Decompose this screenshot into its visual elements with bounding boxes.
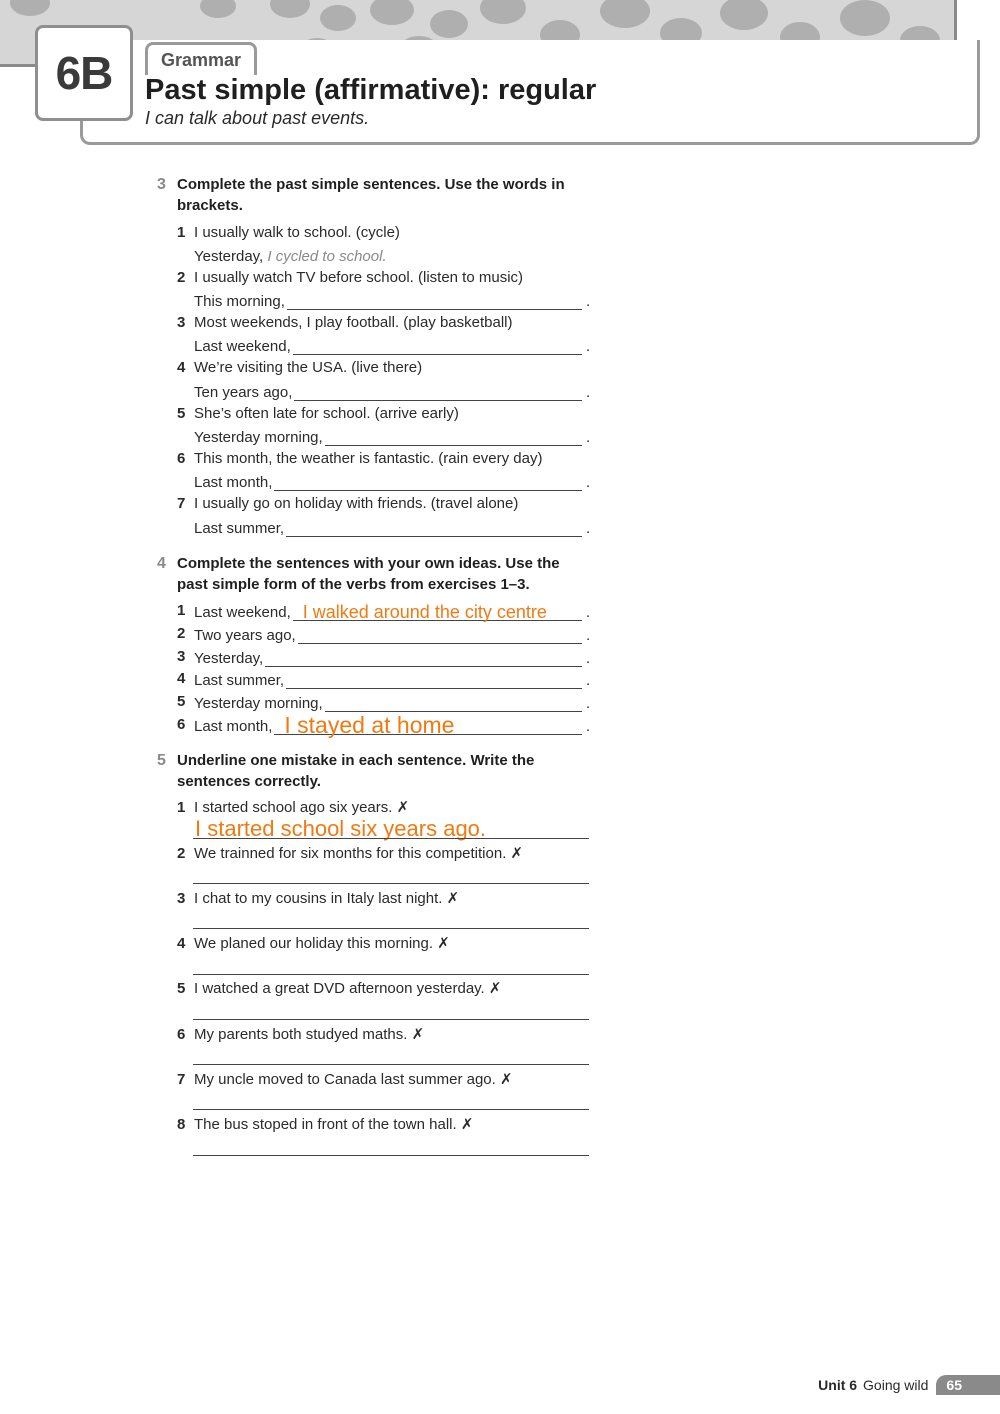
cross-icon: ✗ bbox=[446, 890, 460, 907]
exercise-number: 3 bbox=[157, 176, 166, 193]
instruction-text: Complete the past simple sentences. Use the words in brackets. bbox=[177, 176, 565, 214]
cross-icon: ✗ bbox=[499, 1071, 513, 1088]
exercise-3-item-6 bbox=[177, 449, 592, 469]
exercise-3-item-4 bbox=[177, 358, 592, 378]
answer-input-line[interactable] bbox=[193, 882, 589, 884]
exercise-3-answer-3: Last weekend, . bbox=[194, 338, 591, 355]
section-tab: Grammar bbox=[145, 42, 257, 75]
answer-lead: This morning, bbox=[194, 293, 285, 310]
answer-input-line[interactable] bbox=[193, 927, 589, 929]
item-sentence: My uncle moved to Canada last summer ago. bbox=[194, 1071, 496, 1088]
item-number: 5 bbox=[177, 405, 186, 422]
unit-badge: 6B bbox=[35, 25, 133, 121]
answer-input-line[interactable] bbox=[287, 291, 582, 310]
exercise-5-item-3 bbox=[177, 889, 592, 909]
handwritten-answer: I walked around the city centre bbox=[302, 602, 547, 622]
exercise-number: 4 bbox=[157, 555, 166, 572]
exercise-3-answer-7: Last summer, . bbox=[194, 520, 591, 537]
exercise-5-item-8 bbox=[177, 1115, 592, 1135]
exercise-4-answer-6: Last month, I stayed at home . bbox=[194, 712, 591, 738]
cross-icon: ✗ bbox=[460, 1116, 474, 1133]
exercise-3-item-2 bbox=[177, 268, 592, 288]
page-title: Past simple (affirmative): regular bbox=[145, 74, 597, 106]
exercise-5-item-4 bbox=[177, 934, 592, 954]
page-footer bbox=[818, 1374, 1000, 1396]
item-number: 3 bbox=[177, 314, 186, 331]
answer-lead: Yesterday, bbox=[194, 650, 264, 667]
answer-input-line[interactable] bbox=[298, 625, 582, 644]
answer-input-line[interactable] bbox=[193, 1108, 589, 1110]
exercise-3-answer-2: This morning, . bbox=[194, 293, 591, 310]
item-number: 1 bbox=[177, 799, 186, 816]
item-sentence: I started school ago six years. bbox=[194, 799, 393, 816]
cross-icon: ✗ bbox=[411, 1026, 425, 1043]
answer-lead: Ten years ago, bbox=[194, 384, 293, 401]
exercise-3-item-1 bbox=[177, 223, 592, 243]
item-prompt: I usually watch TV before school. (listen to music) bbox=[194, 269, 524, 286]
item-sentence: My parents both studyed maths. bbox=[194, 1026, 408, 1043]
item-number: 2 bbox=[177, 625, 186, 642]
answer-input-line[interactable] bbox=[193, 973, 589, 975]
item-number: 3 bbox=[177, 890, 186, 907]
exercise-5-item-2 bbox=[177, 844, 592, 864]
instruction-text: Underline one mistake in each sentence. Write the sentences correctly. bbox=[177, 752, 535, 790]
answer-input-line[interactable] bbox=[294, 382, 582, 401]
exercise-3-answer-4: Ten years ago, . bbox=[194, 384, 591, 401]
exercise-5-item-7 bbox=[177, 1070, 592, 1090]
page-subtitle: I can talk about past events. bbox=[145, 108, 370, 128]
exercise-3-instruction bbox=[157, 174, 597, 216]
answer-input-line[interactable] bbox=[325, 693, 582, 712]
item-number: 6 bbox=[177, 450, 186, 467]
example-answer: I cycled to school. bbox=[267, 248, 387, 265]
exercise-4-answer-2: Two years ago, . bbox=[194, 627, 591, 644]
item-number: 2 bbox=[177, 269, 186, 286]
item-number: 6 bbox=[177, 716, 186, 733]
item-number: 7 bbox=[177, 1071, 186, 1088]
exercise-5-item-1 bbox=[177, 798, 592, 818]
exercise-4-answer-1: Last weekend, I walked around the city centre . bbox=[194, 602, 591, 622]
item-prompt: We’re visiting the USA. (live there) bbox=[194, 359, 423, 376]
item-number: 1 bbox=[177, 224, 186, 241]
item-number: 4 bbox=[177, 359, 186, 376]
item-sentence: The bus stoped in front of the town hall. bbox=[194, 1116, 457, 1133]
answer-lead: Last summer, bbox=[194, 520, 285, 537]
handwritten-answer: I stayed at home bbox=[284, 712, 455, 738]
answer-input-line[interactable] bbox=[274, 472, 582, 491]
item-prompt: I usually go on holiday with friends. (travel alone) bbox=[194, 495, 519, 512]
answer-lead: Last month, bbox=[194, 474, 273, 491]
exercise-3-answer-6: Last month, . bbox=[194, 474, 591, 491]
cross-icon: ✗ bbox=[437, 935, 450, 952]
exercise-number: 5 bbox=[157, 752, 166, 769]
item-number: 2 bbox=[177, 845, 186, 862]
exercise-4-answer-4: Last summer, . bbox=[194, 672, 591, 689]
answer-input-line[interactable] bbox=[325, 427, 582, 446]
exercise-4-instruction bbox=[157, 553, 597, 595]
answer-lead: Two years ago, bbox=[194, 627, 296, 644]
answer-lead: Last month, bbox=[194, 718, 273, 735]
item-sentence: I chat to my cousins in Italy last night. bbox=[194, 890, 443, 907]
exercise-5-item-6 bbox=[177, 1025, 592, 1045]
item-sentence: We trainned for six months for this competition. bbox=[194, 845, 507, 862]
answer-lead: Yesterday morning, bbox=[194, 695, 323, 712]
exercise-5-item-5 bbox=[177, 979, 592, 999]
handwritten-answer: I started school six years ago. bbox=[195, 816, 487, 841]
item-number: 7 bbox=[177, 495, 186, 512]
item-prompt: I usually walk to school. (cycle) bbox=[194, 224, 400, 241]
answer-input-line[interactable] bbox=[265, 648, 582, 667]
item-number: 1 bbox=[177, 602, 186, 619]
exercise-4-answer-3: Yesterday, . bbox=[194, 650, 591, 667]
answer-input-line[interactable] bbox=[193, 1018, 589, 1020]
item-number: 5 bbox=[177, 980, 186, 997]
answer-input-line[interactable] bbox=[193, 837, 589, 839]
answer-input-line[interactable] bbox=[286, 518, 582, 537]
answer-lead: Last weekend, bbox=[194, 338, 291, 355]
item-number: 8 bbox=[177, 1116, 186, 1133]
item-prompt: Most weekends, I play football. (play basketball) bbox=[194, 314, 513, 331]
exercise-5-instruction bbox=[157, 750, 597, 792]
page-number: 65 bbox=[936, 1375, 1000, 1395]
footer-unit: Unit 6 bbox=[818, 1377, 858, 1393]
item-prompt: She’s often late for school. (arrive early) bbox=[194, 405, 459, 422]
answer-lead: Last weekend, bbox=[194, 604, 291, 621]
cross-icon: ✗ bbox=[510, 845, 524, 862]
exercise-3-item-5 bbox=[177, 404, 592, 424]
item-number: 3 bbox=[177, 648, 186, 665]
answer-input-line[interactable] bbox=[193, 1154, 589, 1156]
item-sentence: We planed our holiday this morning. bbox=[194, 935, 434, 952]
cross-icon: ✗ bbox=[488, 980, 502, 997]
item-number: 4 bbox=[177, 670, 186, 687]
item-number: 4 bbox=[177, 935, 186, 952]
footer-unit-name: Going wild bbox=[863, 1377, 929, 1393]
item-sentence: I watched a great DVD afternoon yesterday. bbox=[194, 980, 485, 997]
cross-icon: ✗ bbox=[396, 799, 410, 816]
exercise-3-answer-1 bbox=[194, 243, 592, 265]
answer-input-line[interactable] bbox=[286, 670, 582, 689]
item-number: 5 bbox=[177, 693, 186, 710]
exercise-4-answer-5: Yesterday morning, . bbox=[194, 695, 591, 712]
instruction-text: Complete the sentences with your own ideas. Use the past simple form of the verbs from exercises 1–3. bbox=[177, 555, 560, 593]
exercise-3-item-7 bbox=[177, 494, 592, 514]
exercise-3-answer-5: Yesterday morning, . bbox=[194, 429, 591, 446]
answer-input-line[interactable] bbox=[293, 336, 582, 355]
item-number: 6 bbox=[177, 1026, 186, 1043]
answer-lead: Last summer, bbox=[194, 672, 285, 689]
answer-lead: Yesterday morning, bbox=[194, 429, 323, 446]
answer-lead: Yesterday, bbox=[194, 248, 264, 265]
exercise-3-item-3 bbox=[177, 313, 592, 333]
answer-input-line[interactable] bbox=[193, 1063, 589, 1065]
item-prompt: This month, the weather is fantastic. (rain every day) bbox=[194, 450, 543, 467]
answer-input-line[interactable] bbox=[293, 602, 582, 621]
answer-input-line[interactable] bbox=[274, 712, 582, 738]
